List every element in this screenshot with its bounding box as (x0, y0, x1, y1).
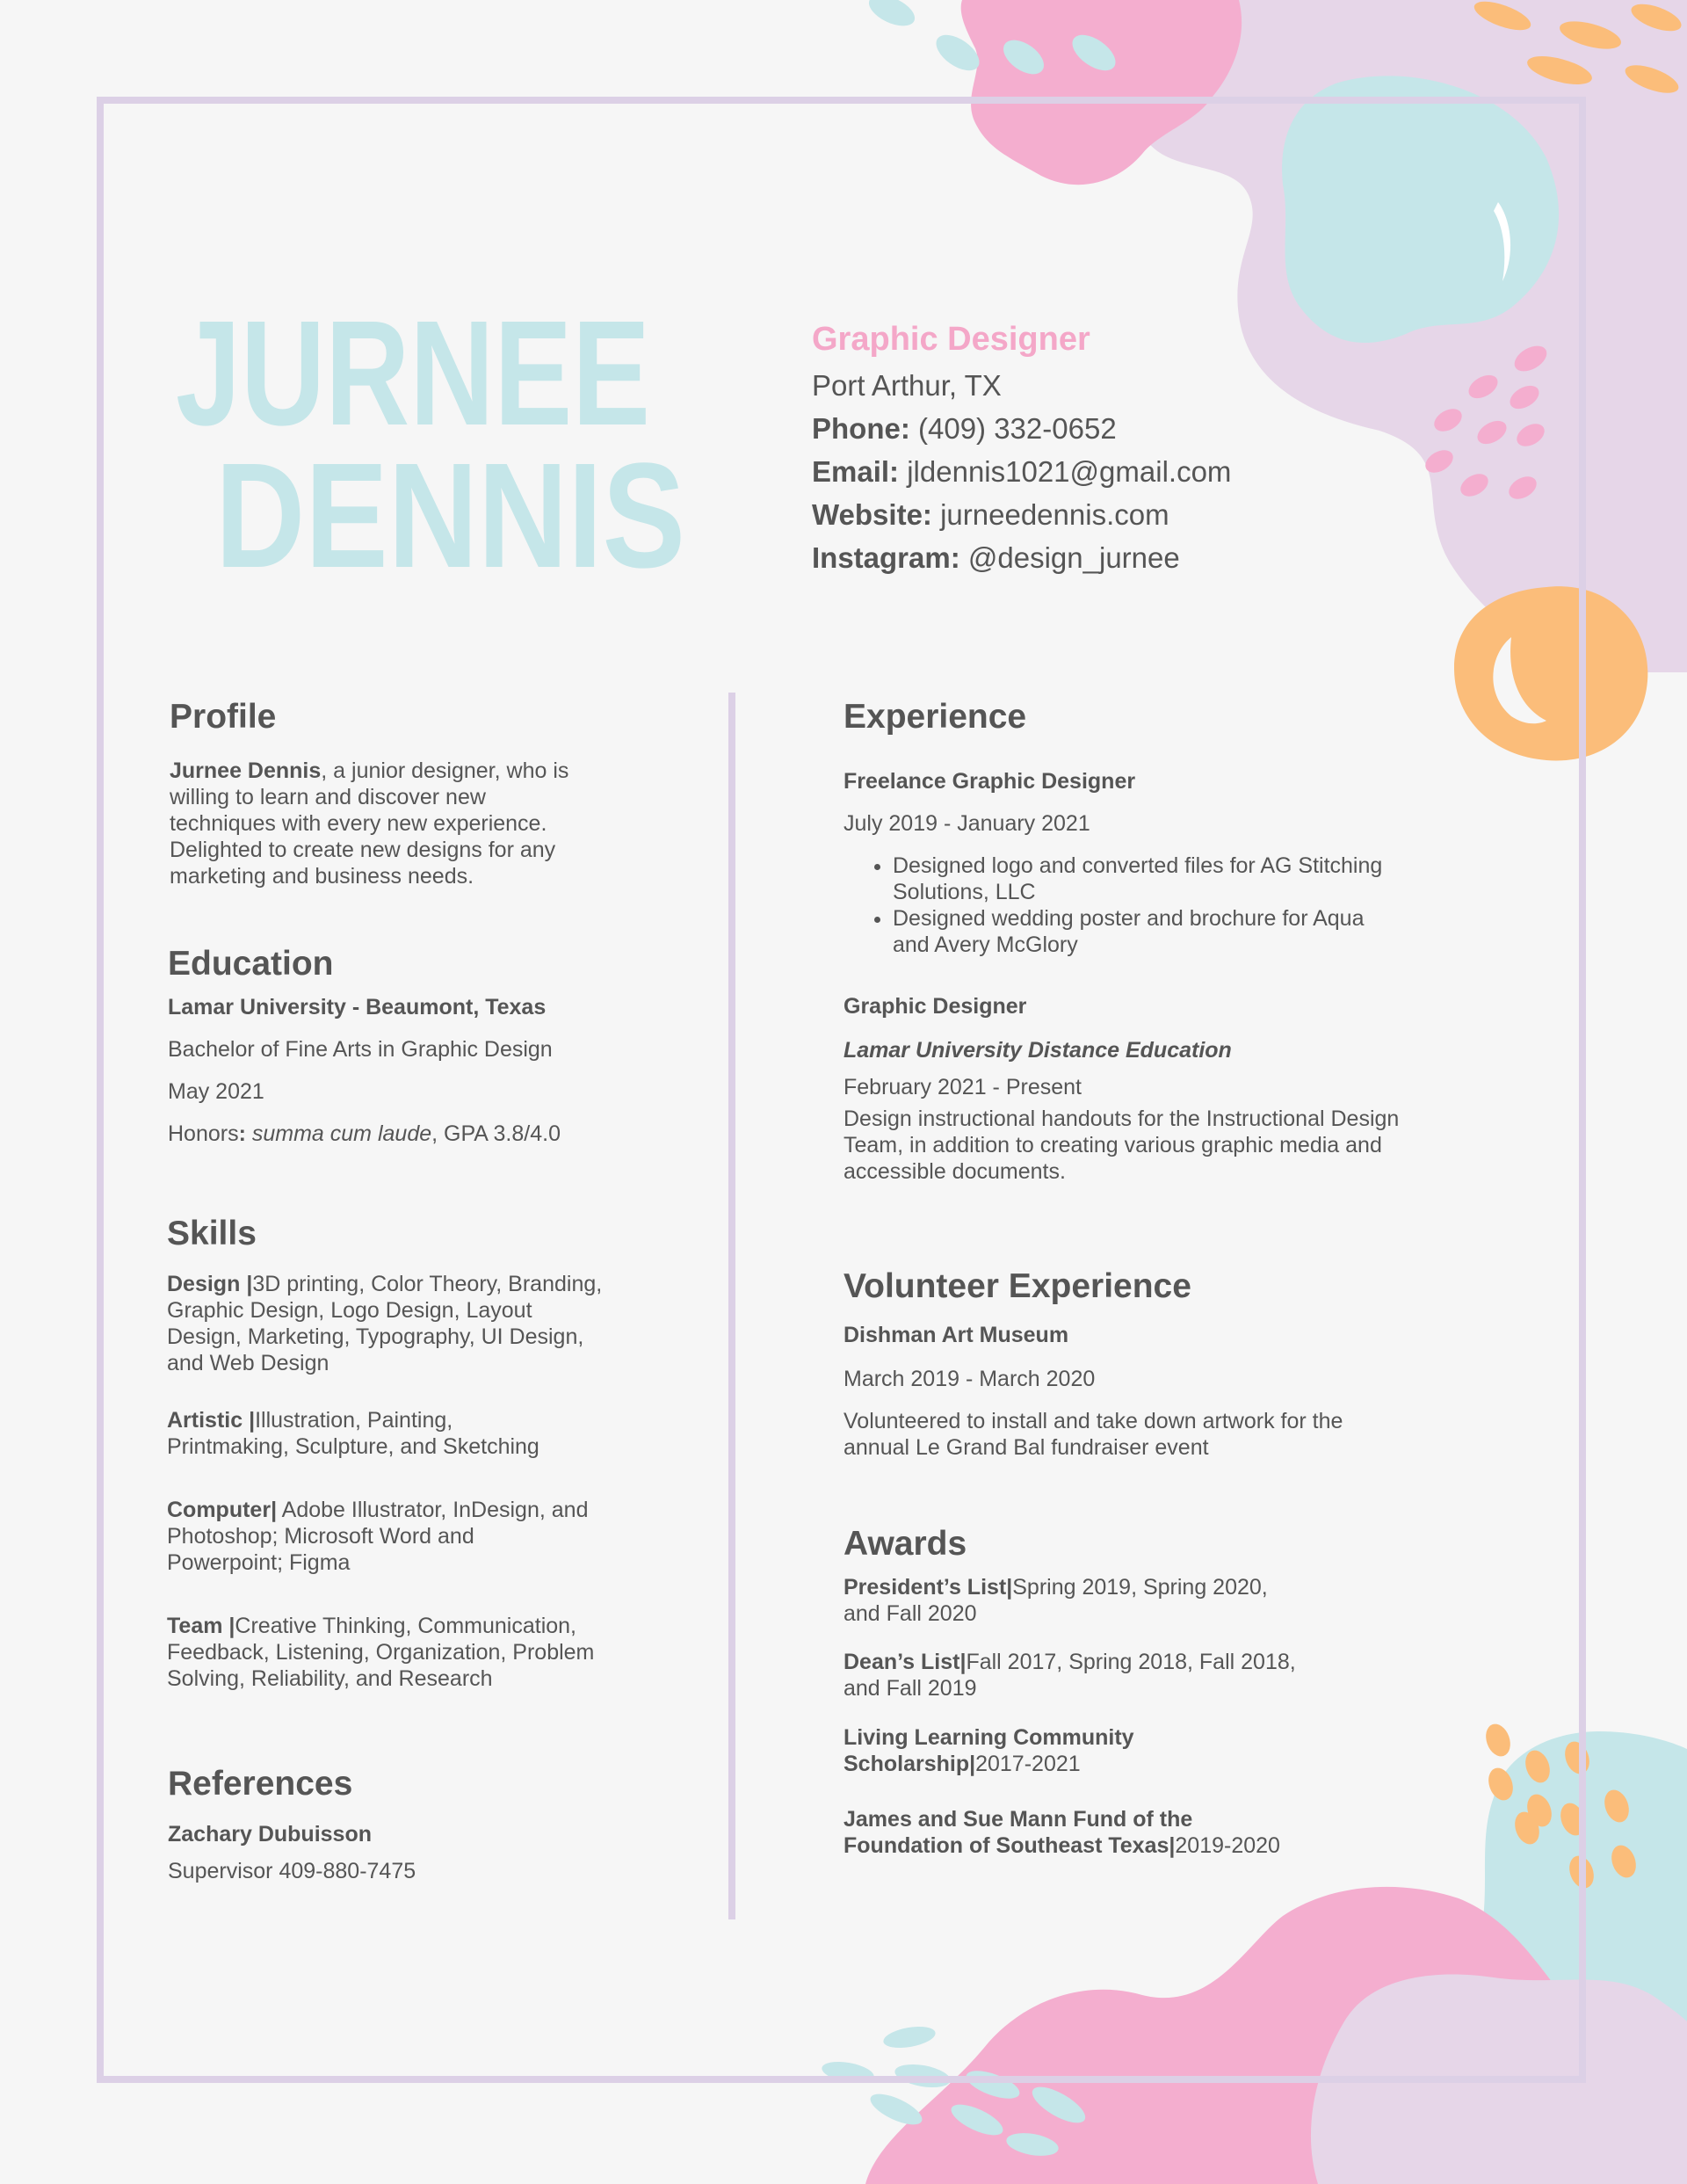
profile-text: Jurnee Dennis, a junior designer, who is willing to learn and discover new techniques with every new experience. Delighted to create new designs for any marketing and business needs. (170, 758, 569, 889)
name-line-2: DENNIS (215, 432, 685, 599)
instagram-line (812, 536, 1231, 579)
phone-label: Phone: (812, 412, 910, 445)
skill-team: Team |Creative Thinking, Communication, Feedback, Listening, Organization, Problem Solving, Reliability, and Research (167, 1614, 595, 1691)
website-value[interactable]: jurneedennis.com (940, 498, 1169, 531)
award-presidents-list: President’s List|Spring 2019, Spring 2020, and Fall 2020 (844, 1575, 1268, 1626)
phone-value: (409) 332-0652 (918, 412, 1117, 445)
volunteer-heading: Volunteer Experience (844, 1267, 1191, 1305)
website-label: Website: (812, 498, 932, 531)
education-school: Lamar University - Beaumont, Texas (168, 995, 547, 1019)
instagram-value[interactable]: @design_jurnee (967, 541, 1180, 574)
profile-heading: Profile (170, 698, 277, 736)
location: Port Arthur, TX (812, 369, 1002, 402)
education-honors: Honors: summa cum laude, GPA 3.8/4.0 (168, 1121, 561, 1146)
job-dates-2: February 2021 - Present (844, 1075, 1082, 1099)
contact-block (812, 315, 1231, 579)
instagram-label: Instagram: (812, 541, 960, 574)
skill-artistic: Artistic |Illustration, Painting, Printmaking, Sculpture, and Sketching (167, 1408, 539, 1459)
references-section (168, 1763, 695, 1884)
experience-section (844, 696, 1476, 1185)
profile-name: Jurnee Dennis (170, 758, 322, 783)
reference-detail: Supervisor 409-880-7475 (168, 1859, 416, 1883)
name-logo (176, 290, 694, 599)
education-date: May 2021 (168, 1079, 264, 1104)
experience-heading: Experience (844, 698, 1027, 736)
reference-name: Zachary Dubuisson (168, 1822, 372, 1847)
skill-design: Design |3D printing, Color Theory, Branding, Graphic Design, Logo Design, Layout Design, Marketing, Typography, UI Design, and Web Design (167, 1272, 603, 1375)
awards-section (844, 1523, 1476, 1859)
website-line (812, 493, 1231, 536)
skills-section (167, 1213, 720, 1692)
volunteer-dates: March 2019 - March 2020 (844, 1367, 1096, 1391)
job-dates-1: July 2019 - January 2021 (844, 811, 1090, 836)
award-llc-scholarship: Living Learning Community Scholarship|2017-2021 (844, 1725, 1134, 1776)
email-value[interactable]: jldennis1021@gmail.com (907, 455, 1232, 488)
education-degree: Bachelor of Fine Arts in Graphic Design (168, 1037, 553, 1062)
award-mann-fund: James and Sue Mann Fund of the Foundation of Southeast Texas|2019-2020 (844, 1807, 1280, 1858)
job-bullets-1 (844, 853, 1476, 958)
education-section (168, 943, 713, 1147)
volunteer-org: Dishman Art Museum (844, 1323, 1069, 1347)
job-org-2: Lamar University Distance Education (844, 1038, 1232, 1063)
job-title-1: Freelance Graphic Designer (844, 769, 1136, 794)
skill-computer: Computer| Adobe Illustrator, InDesign, and Photoshop; Microsoft Word and Powerpoint; Figma (167, 1498, 589, 1575)
job-desc-2: Design instructional handouts for the Instructional Design Team, in addition to creating various graphic media and accessible documents. (844, 1107, 1400, 1184)
skills-heading: Skills (167, 1215, 257, 1252)
email-label: Email: (812, 455, 900, 488)
award-deans-list: Dean’s List|Fall 2017, Spring 2018, Fall 2018, and Fall 2019 (844, 1650, 1296, 1701)
job-title-2: Graphic Designer (844, 994, 1027, 1019)
volunteer-section (844, 1266, 1476, 1461)
job-role: Graphic Designer (812, 321, 1090, 358)
column-divider (728, 693, 735, 1919)
name-line-1: JURNEE (176, 290, 650, 457)
phone-line (812, 407, 1231, 450)
list-item: • Designed logo and converted files for AG Stitching Solutions, LLC (893, 853, 1476, 905)
education-heading: Education (168, 945, 334, 983)
awards-heading: Awards (844, 1525, 967, 1563)
list-item: • Designed wedding poster and brochure for Aqua and Avery McGlory (893, 905, 1476, 958)
email-line (812, 450, 1231, 493)
references-heading: References (168, 1765, 353, 1803)
volunteer-desc: Volunteered to install and take down artwork for the annual Le Grand Bal fundraiser event (844, 1409, 1343, 1460)
profile-section (170, 696, 697, 889)
